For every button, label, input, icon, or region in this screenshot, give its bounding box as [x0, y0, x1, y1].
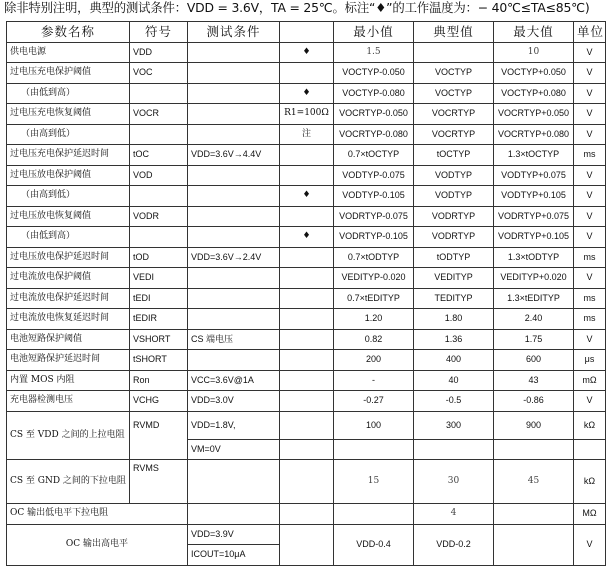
temp-mark: [280, 350, 334, 371]
min-value: 1.20: [334, 309, 414, 330]
param-name: （由低到高）: [7, 227, 130, 248]
param-symbol: [130, 439, 188, 460]
temp-mark: [280, 524, 334, 565]
typ-value: -0.5: [414, 391, 494, 412]
test-condition: [188, 227, 280, 248]
table-row: [7, 104, 606, 125]
table-row: [7, 186, 606, 207]
temp-mark: [280, 460, 334, 504]
test-condition: [188, 165, 280, 186]
max-value: VOCTYP+0.050: [494, 63, 574, 84]
typ-value: 30: [414, 460, 494, 504]
table-row: [7, 83, 606, 104]
table-row: [7, 350, 606, 371]
unit: V: [574, 104, 606, 125]
param-symbol: [130, 227, 188, 248]
max-value: VODRTYP+0.105: [494, 227, 574, 248]
unit: ms: [574, 288, 606, 309]
test-condition: VDD=3.9V: [188, 524, 280, 545]
param-name: 过电流放电保护阈值: [7, 268, 130, 289]
param-symbol: VEDI: [130, 268, 188, 289]
test-condition: [188, 350, 280, 371]
min-value: VDD-0.4: [334, 524, 414, 565]
unit: ms: [574, 309, 606, 330]
test-condition: [188, 42, 280, 63]
param-symbol: tEDI: [130, 288, 188, 309]
table-row: [7, 227, 606, 248]
header-typ: 典型值: [414, 22, 494, 43]
max-value: VOCRTYP+0.050: [494, 104, 574, 125]
max-value: 2.40: [494, 309, 574, 330]
table-row: [7, 370, 606, 391]
table-row: [7, 329, 606, 350]
test-condition: [188, 124, 280, 145]
param-name: 供电电源: [7, 42, 130, 63]
max-value: 1.3×tEDITYP: [494, 288, 574, 309]
max-value: VODTYP+0.105: [494, 186, 574, 207]
test-condition: [188, 206, 280, 227]
min-value: -0.27: [334, 391, 414, 412]
param-symbol: [130, 83, 188, 104]
unit: V: [574, 42, 606, 63]
param-symbol: VDD: [130, 42, 188, 63]
max-value: [494, 504, 574, 525]
table-row: [7, 391, 606, 412]
table-row: [7, 288, 606, 309]
typ-value: 1.36: [414, 329, 494, 350]
min-value: 15: [334, 460, 414, 504]
typ-value: TEDITYP: [414, 288, 494, 309]
param-name: 过电压充电保护阈值: [7, 63, 130, 84]
param-symbol: RVMS: [130, 460, 188, 504]
param-name: 内置 MOS 内阻: [7, 370, 130, 391]
table-row: [7, 145, 606, 166]
min-value: VOCTYP-0.050: [334, 63, 414, 84]
param-name: （由低到高）: [7, 83, 130, 104]
temp-mark: [280, 439, 334, 460]
test-condition: [188, 104, 280, 125]
test-condition: VDD=3.0V: [188, 391, 280, 412]
param-symbol: Ron: [130, 370, 188, 391]
temp-mark: [280, 206, 334, 227]
param-symbol: [130, 124, 188, 145]
typ-value: VOCRTYP: [414, 124, 494, 145]
param-name: OC 输出高电平: [7, 524, 188, 565]
min-value: 0.7×tODTYP: [334, 247, 414, 268]
unit: V: [574, 165, 606, 186]
temp-mark: [280, 329, 334, 350]
unit: ms: [574, 145, 606, 166]
param-name: （由高到低）: [7, 186, 130, 207]
unit: μs: [574, 350, 606, 371]
typ-value: VOCTYP: [414, 63, 494, 84]
max-value: VOCTYP+0.080: [494, 83, 574, 104]
typ-value: VODTYP: [414, 186, 494, 207]
typ-value: 40: [414, 370, 494, 391]
temp-mark: [280, 63, 334, 84]
param-name: CS 至 GND 之间的下拉电阻: [7, 460, 130, 504]
typ-value: 400: [414, 350, 494, 371]
test-condition: CS 端电压: [188, 329, 280, 350]
min-value: VODRTYP-0.075: [334, 206, 414, 227]
test-condition: [188, 288, 280, 309]
min-value: [334, 439, 414, 460]
test-condition: [188, 83, 280, 104]
unit: V: [574, 227, 606, 248]
header-test-condition: 测试条件: [188, 22, 280, 43]
min-value: VEDITYP-0.020: [334, 268, 414, 289]
param-name: 充电器检测电压: [7, 391, 130, 412]
min-value: VOCRTYP-0.080: [334, 124, 414, 145]
typ-value: VODRTYP: [414, 227, 494, 248]
min-value: VODTYP-0.075: [334, 165, 414, 186]
test-condition: VCC=3.6V@1A: [188, 370, 280, 391]
unit: kΩ: [574, 460, 606, 504]
temp-mark: [280, 370, 334, 391]
table-row: [7, 42, 606, 63]
param-name: 过电压放电恢复阈值: [7, 206, 130, 227]
min-value: [334, 504, 414, 525]
param-symbol: tOC: [130, 145, 188, 166]
min-value: 100: [334, 411, 414, 439]
table-row: [7, 124, 606, 145]
max-value: 1.3×tODTYP: [494, 247, 574, 268]
table-row: [7, 460, 606, 504]
min-value: 0.7×tEDITYP: [334, 288, 414, 309]
test-condition-note: 除非特别注明，典型的测试条件：VDD = 3.6V，TA = 25℃。标注“♦”的工作温度为：− 40℃≤TA≤85℃): [4, 0, 590, 15]
table-row: [7, 247, 606, 268]
param-symbol: [130, 186, 188, 207]
max-value: 10: [494, 42, 574, 63]
param-name: 电池短路保护阈值: [7, 329, 130, 350]
max-value: 900: [494, 411, 574, 439]
table-header-row: [7, 22, 606, 43]
unit: V: [574, 268, 606, 289]
unit: V: [574, 206, 606, 227]
unit: V: [574, 124, 606, 145]
temp-mark: [280, 309, 334, 330]
table-row: [7, 411, 606, 439]
param-name: 过电压充电保护延迟时间: [7, 145, 130, 166]
param-name: 过电压放电保护阈值: [7, 165, 130, 186]
test-condition: VDD=3.6V→4.4V: [188, 145, 280, 166]
typ-value: VEDITYP: [414, 268, 494, 289]
table-row: [7, 206, 606, 227]
test-condition: [188, 186, 280, 207]
max-value: 1.3×tOCTYP: [494, 145, 574, 166]
max-value: VODTYP+0.075: [494, 165, 574, 186]
param-symbol: VCHG: [130, 391, 188, 412]
temp-mark: [280, 391, 334, 412]
typ-value: tODTYP: [414, 247, 494, 268]
param-symbol: VOCR: [130, 104, 188, 125]
header-unit: 单位: [574, 22, 606, 43]
temp-mark: ♦: [280, 186, 334, 207]
param-symbol: tOD: [130, 247, 188, 268]
test-condition: VDD=3.6V→2.4V: [188, 247, 280, 268]
max-value: VODRTYP+0.075: [494, 206, 574, 227]
table-row: [7, 504, 606, 525]
typ-value: 1.80: [414, 309, 494, 330]
unit: ms: [574, 247, 606, 268]
test-condition: [188, 460, 280, 504]
param-name: 过电流放电保护延迟时间: [7, 288, 130, 309]
unit: kΩ: [574, 411, 606, 439]
max-value: -0.86: [494, 391, 574, 412]
min-value: VOCTYP-0.080: [334, 83, 414, 104]
test-condition: [188, 268, 280, 289]
param-symbol: VOD: [130, 165, 188, 186]
typ-value: VODTYP: [414, 165, 494, 186]
param-symbol: RVMD: [130, 411, 188, 439]
min-value: VODTYP-0.105: [334, 186, 414, 207]
param-symbol: VOC: [130, 63, 188, 84]
temp-mark: [280, 411, 334, 439]
table-row: [7, 165, 606, 186]
typ-value: 4: [414, 504, 494, 525]
typ-value: VOCTYP: [414, 83, 494, 104]
temp-mark: [280, 268, 334, 289]
table-row: [7, 63, 606, 84]
min-value: 1.5: [334, 42, 414, 63]
max-value: [494, 439, 574, 460]
param-name: CS 至 VDD 之间的上拉电阻: [7, 411, 130, 460]
param-name: 过电流放电恢复延迟时间: [7, 309, 130, 330]
max-value: 600: [494, 350, 574, 371]
min-value: -: [334, 370, 414, 391]
temp-mark: [280, 247, 334, 268]
table-row: [7, 524, 606, 545]
min-value: 200: [334, 350, 414, 371]
table-row: [7, 268, 606, 289]
tail-rows: [7, 411, 606, 565]
header-param-name: 参数名称: [7, 22, 130, 43]
temp-mark: ♦: [280, 83, 334, 104]
max-value: 43: [494, 370, 574, 391]
min-value: 0.82: [334, 329, 414, 350]
test-condition: VM=0V: [188, 439, 280, 460]
max-value: VEDITYP+0.020: [494, 268, 574, 289]
unit: V: [574, 329, 606, 350]
max-value: [494, 524, 574, 565]
temp-mark: 注: [280, 124, 334, 145]
typ-value: tOCTYP: [414, 145, 494, 166]
param-name: 过电压充电恢复阈值: [7, 104, 130, 125]
header-symbol: 符号: [130, 22, 188, 43]
temp-mark: R1=100Ω: [280, 104, 334, 125]
min-value: VODRTYP-0.105: [334, 227, 414, 248]
test-condition: ICOUT=10μA: [188, 545, 280, 566]
header-min: 最小值: [334, 22, 414, 43]
unit: MΩ: [574, 504, 606, 525]
table-row: [7, 309, 606, 330]
max-value: 1.75: [494, 329, 574, 350]
max-value: VOCRTYP+0.080: [494, 124, 574, 145]
test-condition: [188, 309, 280, 330]
typ-value: VODRTYP: [414, 206, 494, 227]
typ-value: 300: [414, 411, 494, 439]
header-max: 最大值: [494, 22, 574, 43]
param-symbol: VODR: [130, 206, 188, 227]
param-symbol: tEDIR: [130, 309, 188, 330]
param-symbol: VSHORT: [130, 329, 188, 350]
unit: V: [574, 391, 606, 412]
typ-value: [414, 439, 494, 460]
temp-mark: ♦: [280, 42, 334, 63]
param-name: 电池短路保护延迟时间: [7, 350, 130, 371]
unit: V: [574, 186, 606, 207]
test-condition: [188, 504, 280, 525]
temp-mark: ♦: [280, 227, 334, 248]
param-name: 过电压放电保护延迟时间: [7, 247, 130, 268]
unit: [574, 439, 606, 460]
typ-value: [414, 42, 494, 63]
min-value: 0.7×tOCTYP: [334, 145, 414, 166]
temp-mark: [280, 288, 334, 309]
temp-mark: [280, 165, 334, 186]
temp-mark: [280, 145, 334, 166]
temp-mark: [280, 504, 334, 525]
typ-value: VDD-0.2: [414, 524, 494, 565]
test-condition: VDD=1.8V,: [188, 411, 280, 439]
unit: V: [574, 63, 606, 84]
param-symbol: tSHORT: [130, 350, 188, 371]
param-name: （由高到低）: [7, 124, 130, 145]
unit: mΩ: [574, 370, 606, 391]
header-blank: [280, 22, 334, 43]
max-value: 45: [494, 460, 574, 504]
unit: V: [574, 524, 606, 565]
typ-value: VOCRTYP: [414, 104, 494, 125]
min-value: VOCRTYP-0.050: [334, 104, 414, 125]
test-condition: [188, 63, 280, 84]
unit: V: [574, 83, 606, 104]
param-name: OC 输出低电平下拉电阻: [7, 504, 188, 525]
electrical-characteristics-table: [6, 21, 606, 566]
